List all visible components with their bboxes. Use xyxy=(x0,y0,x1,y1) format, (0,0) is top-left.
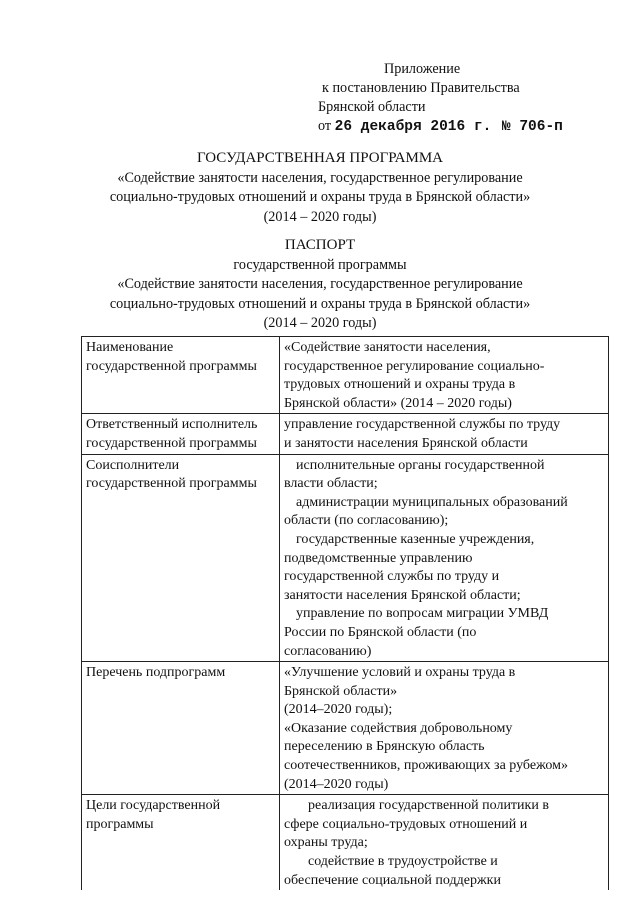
label-line: Ответственный исполнитель xyxy=(86,417,258,433)
program-name-line: (2014 – 2020 годы) xyxy=(263,208,377,225)
row-label xyxy=(82,795,280,890)
value-line: (2014–2020 годы) xyxy=(284,776,389,792)
label-line: Цели государственной xyxy=(86,798,221,814)
passport-name-line: «Содействие занятости населения, государственное регулирование xyxy=(117,276,523,292)
row-label xyxy=(82,337,280,414)
appendix-date-line xyxy=(318,117,563,137)
passport-heading xyxy=(0,236,640,334)
program-name-line: социально-трудовых отношений и охраны труда в Брянской области» xyxy=(109,189,531,205)
table-row xyxy=(82,454,609,662)
value-line: содействие в трудоустройстве и xyxy=(308,854,498,870)
value-line: России по Брянской области (по xyxy=(284,624,477,640)
row-value xyxy=(280,795,609,890)
program-heading xyxy=(0,149,640,227)
value-line: области (по согласованию); xyxy=(284,513,449,529)
appendix-title: Приложение xyxy=(384,61,461,77)
passport-name-line: (2014 – 2020 годы) xyxy=(263,315,377,331)
row-label xyxy=(82,662,280,795)
label-line: программы xyxy=(86,816,154,832)
row-value xyxy=(280,454,609,662)
table-row xyxy=(82,337,609,414)
value-line: охраны труда; xyxy=(284,835,368,851)
value-line: переселению в Брянскую область xyxy=(284,739,485,755)
value-line: (2014–2020 годы); xyxy=(284,702,393,718)
row-value xyxy=(280,662,609,795)
value-line: власти области; xyxy=(284,476,378,492)
row-label xyxy=(82,454,280,662)
appendix-date: 26 декабря 2016 г. xyxy=(334,119,492,135)
label-line: государственной программы xyxy=(86,358,257,374)
label-line: Соисполнители xyxy=(86,457,180,473)
value-line: подведомственные управлению xyxy=(284,550,473,566)
appendix-region: Брянской области xyxy=(318,99,426,115)
value-line: исполнительные органы государственной xyxy=(296,457,545,473)
value-line: «Улучшение условий и охраны труда в xyxy=(284,665,516,681)
table-row xyxy=(82,795,609,890)
value-line: администрации муниципальных образований xyxy=(296,494,568,510)
value-line: согласованию) xyxy=(284,643,372,659)
value-line: Брянской области» xyxy=(284,683,398,699)
value-line: обеспечение социальной поддержки xyxy=(284,872,501,888)
row-label xyxy=(82,414,280,454)
value-line: соотечественников, проживающих за рубежом» xyxy=(284,758,568,774)
value-line: Брянской области» (2014 – 2020 годы) xyxy=(284,395,512,411)
value-line: реализация государственной политики в xyxy=(308,798,549,814)
value-line: управление государственной службы по труду xyxy=(284,417,561,433)
value-line: «Содействие занятости населения, xyxy=(284,340,491,355)
value-line: государственные казенные учреждения, xyxy=(296,531,535,547)
label-line: государственной программы xyxy=(86,476,257,492)
passport-title: ПАСПОРТ xyxy=(284,237,356,253)
table-row xyxy=(82,414,609,454)
value-line: «Оказание содействия добровольному xyxy=(284,720,513,736)
value-line: и занятости населения Брянской области xyxy=(284,435,528,451)
label-line: государственной программы xyxy=(86,435,257,451)
appendix-block xyxy=(318,60,563,137)
program-title: ГОСУДАРСТВЕННАЯ ПРОГРАММА xyxy=(196,150,444,166)
value-line: сфере социально-трудовых отношений и xyxy=(284,816,528,832)
row-value xyxy=(280,414,609,454)
date-prefix: от xyxy=(318,118,332,134)
passport-name-line: социально-трудовых отношений и охраны труда в Брянской области» xyxy=(109,295,531,312)
appendix-resolution: к постановлению Правительства xyxy=(322,80,520,96)
program-name-line: «Содействие занятости населения, государственное регулирование xyxy=(117,169,523,186)
value-line: управление по вопросам миграции УМВД xyxy=(296,606,549,622)
passport-table xyxy=(81,336,609,890)
passport-subtitle: государственной программы xyxy=(233,256,407,273)
value-line: занятости населения Брянской области; xyxy=(284,587,521,603)
appendix-number: № 706-п xyxy=(501,119,563,135)
label-line: Перечень подпрограмм xyxy=(86,665,226,681)
table-row xyxy=(82,662,609,795)
label-line: Наименование xyxy=(86,340,174,355)
value-line: государственное регулирование социально- xyxy=(284,358,545,374)
value-line: трудовых отношений и охраны труда в xyxy=(284,377,516,393)
value-line: государственной службы по труду и xyxy=(284,569,500,585)
row-value xyxy=(280,337,609,414)
